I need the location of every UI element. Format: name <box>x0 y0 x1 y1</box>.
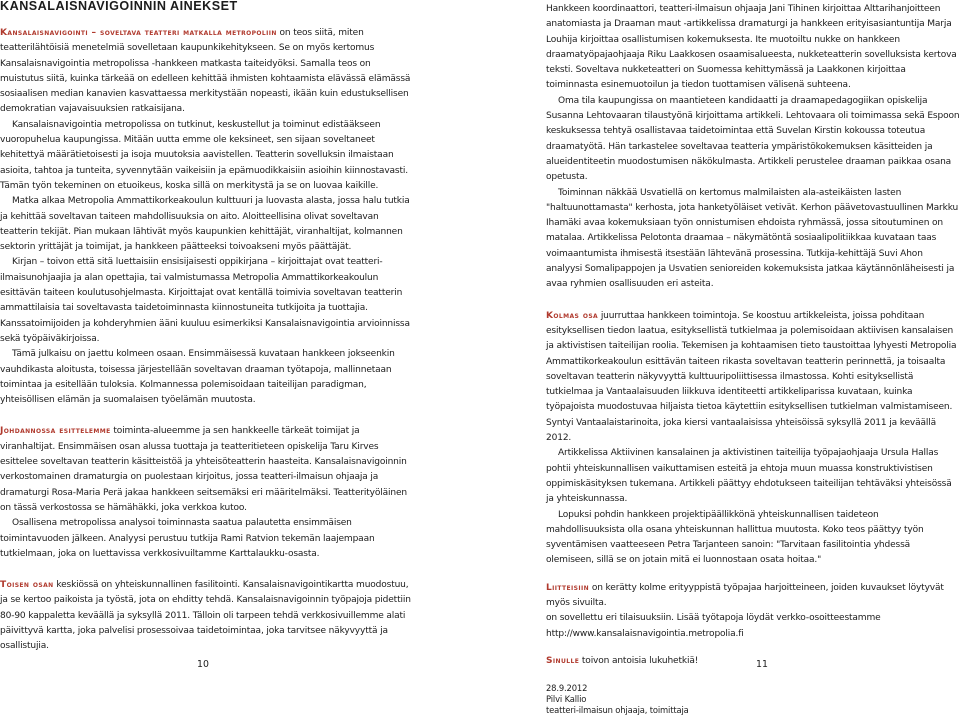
signature-author: Pilvi Kallio <box>546 694 587 705</box>
section-lead: Toisen osan <box>0 580 54 591</box>
section-johdanto <box>0 424 414 516</box>
section-lead: Liitteisiin <box>546 582 590 593</box>
section-text: juurruttaa hankkeen toimintoja. Se koostuu artikkeleista, joissa pohditaan esityksellisen tiedon laatua, esityksellistä tutkielmaa ja polemisoidaan aktiivisen kansalaisen ja aktivistisen taiteilijan roolia. Tekemisen ja kohtaamisen tieto taustoittaa lyhyesti Metropolia Ammattikorkeakoulun esittävän taiteen rikasta soveltavan teatterin perinnettä, ja toisaalta soveltavan teatterin näkyvyyttä kulttuuripoliittisessa ilmastossa. Kohti esityksellistä tutkielmaa ja Vantaalaisuuden liikkuva identiteetti artikkeliparissa kuvataan, kuinka työpajoista muodostuvaa hiljaista tietoa käytettiin esityksellisen tutkielman valmistamiseen. Syntyi Vantaalaistarinoita, joka kiersi vantaalaisissa yhteisöissä syksyllä 2011 ja keväällä 2012. <box>546 310 957 444</box>
paragraph: Hankkeen koordinaattori, teatteri-ilmaisun ohjaaja Jani Tihinen kirjoittaa Alttarihanjoitteen anatomiasta ja Draaman maut -artikkelissa dramaturgi ja hankkeen erityisasiantuntija Marja Louhija kirjoittaa osallistumisen kokemuksesta. Ite muotoiltu nukke on hankkeen draamatyöpajaohjaaja Riku Laakkosen osaamisalueesta, nukketeatterin sovelluksista kertova teksti. Soveltava nukketeatteri on Suomessa kehittymässä ja Laakkonen kirjoittaa toiminnasta esinemuotoilun ja tiedon tuottamisen välisenä suhteena. <box>546 4 957 91</box>
paragraph: Kansalaisnavigointia metropolissa on tutkinut, keskustellut ja toiminut edistääkseen vuoropuhelua kaupungissa. Mitään uutta emme ole keksineet, sen sijaan soveltaneet kehitettyä määrätietoisesti ja isoja muutoksia aavistellen. Teatterin sovelluksin ilmaistaan asioita, tahtoa ja tunteita, syvennytään vaikeisiin ja epämuodikkaisiin asioihin kiinnostavasti. Tämän työn tekeminen on etuoikeus, koska sillä on merkitystä ja se on luovaa kaikille. <box>0 119 408 191</box>
paragraph: Oma tila kaupungissa on maantieteen kandidaatti ja draamapedagogiikan opiskelija Susanna Lehtovaaran tilaustyönä kirjoittama artikkeli. Lehtovaara oli toimimassa sekä Espoon keskuksessa tehtyä osallistavaa taidetoimintaa että Suvelan Kirstin kokoussa toteutua draamatyötä. Hän tarkastelee soveltavaa teatteria ympäristökokemuksen käsitteiden ja alueidentiteetin muodostumisen näkökulmasta. Artikkeli perustelee draaman paikkaa osana opetusta. <box>546 95 960 183</box>
page-title: KANSALAISNAVIGOINNIN AINEKSET <box>0 0 238 13</box>
intro-text: on teos siitä, miten teatterilähtöisiä menetelmiä sovelletaan kaupunkikehitykseen. Se on myös kertomus Kansalaisnavigointia metropolissa -hankkeen matkasta taiteidyöksi. Samalla teos on muistutus siitä, kuinka tärkeää on edelleen kehittää ihmisten kohtaamista elävässä elämässä sosiaalisen median kanavien kasvattaessa merkitystään nopeasti, ikään kuin edustuksellisen demokratian vajavaisuuksien ratkaisijana. <box>0 28 411 115</box>
paragraph: Artikkelissa Aktiivinen kansalainen ja aktivistinen taiteilija työpajaohjaaja Ursula Hallas pohtii yhteiskunnallisen vaikuttamisen esteitä ja ehtoja muun muassa konstruktivistisen oppimiskäsityksen tukemana. Artikkeli päättyy ehdotukseen taiteilijan tehtäväksi yhteisössä ja yhteiskunnassa. <box>546 448 952 505</box>
signature-date: 28.9.2012 <box>546 683 588 694</box>
closing-line <box>546 654 960 669</box>
section-lead: Kolmas osa <box>546 310 599 321</box>
paragraph: Matka alkaa Metropolia Ammattikorkeakoulun kulttuuri ja luovasta alasta, jossa halu tutkia ja kehittää soveltavan taiteen mahdollisuuksia on aito. Aloitteellisina olivat soveltavan teatterin tekijät. Pian mukaan lähtivät myös kaupunkien kehittäjät, viranhaltijat, kolmannen sektorin yrittäjät ja toimijat, ja hankkeen päätteeksi toivoakseni myös päättäjät. <box>0 196 410 253</box>
right-column <box>546 2 960 716</box>
signature-block <box>546 683 960 716</box>
paragraph: Osallisena metropolissa analysoi toiminnasta saatua palautetta ensimmäisen toimintavuoden jälkeen. Analyysi perustuu tutkija Rami Ratvion tekemän laajempaan tutkielmaan, joka on luettavissa verkkosivuiltamme Karttalaukku-osasta. <box>0 518 375 559</box>
section-lead: Johdannossa esittelemme <box>0 426 111 437</box>
section-lead: Sinulle <box>546 655 580 666</box>
section-kolmas-osa <box>546 309 960 447</box>
paragraph: Toiminnan näkkää Usvatiellä on kertomus malmilaisten ala-asteikäisten lasten "haltuunottamasta" kerhosta, jota hanketyöläiset vetivät. Kerhon päävetovastuullinen Markku Ihamäki avaa kokemuksiaan työn onnistumisen ehdoista ryhmässä, jossa sitoutuminen on matalaa. Artikkelissa Pelotonta draamaa – näkymätöntä sosiaalipolitiikkaa kuvataan taas voimaantumista ihmisestä itsestään lähtevänä prosessina. Tutkija-kehittäjä Suvi Ahon analyysi Somalipappojen ja Usvatien senioreiden kokemuksista jatkaa käytännönläheisesti ja avaa ryhmien osallisuuden eri asteita. <box>546 187 959 290</box>
page-number-left: 10 <box>197 659 209 670</box>
section-toinen-osa <box>0 578 414 654</box>
paragraph: Lopuksi pohdin hankkeen projektipäällikkönä yhteiskunnallisen taideteon mahdollisuuksista olla osana yhteiskunnan hallittua muutosta. Koko teos päättyy työn syventämisen vaatteeseen Petra Tarjanteen sanoin: "Tarvitaan fasilitointia yhdessä olemiseen, sillä se on jotain mitä ei luonnostaan osata hoitaa." <box>546 509 924 566</box>
paragraph: on sovellettu eri tilaisuuksiin. Lisää työtapoja löydät verkko-osoitteestamme http://www.kansalaisnavigointia.metropolia.fi <box>546 613 881 639</box>
section-text: on kerätty kolme erityyppistä työpajaa harjoitteineen, joiden kuvaukset löytyvät myös sivuilta. <box>546 582 944 608</box>
section-text: toivon antoisia lukuhetkiä! <box>579 655 699 666</box>
intro-lead: Kansalaisnavigointi – soveltava teatteri matkalla metropoliin <box>0 28 277 38</box>
section-text: toiminta-alueemme ja sen hankkeelle tärkeät toimijat ja viranhaltijat. Ensimmäisen osan alussa tuottaja ja teatteritieteen opiskelija Taru Kirves esittelee soveltavan teatterin käsitteistöä ja yhteisöteatterin haasteita. Kansalaisnavigoinnin verkostomainen dramaturgia on puolestaan kirjoitus, jossa teatteri-ilmaisun ohjaaja ja dramaturgi Rosa-Maria Perä jakaa hankkeen seitsemäksi eri määritelmäksi. Teatterityöläinen on tässä verkostossa se hämähäkki, joka verkkoa kutoo. <box>0 426 407 513</box>
paragraph: Kirjan – toivon että sitä luettaisiin ensisijaisesti oppikirjana – kirjoittajat ovat teatteri-ilmaisunohjaajia ja alan opettajia, tai valmistumassa Metropolia Ammattikorkeakoulun esittävän taiteen koulutusohjelmasta. Kirjoittajat ovat kentällä toimivia soveltavan teatterin ammattilaisia tai soveltavasta taidetoiminnasta kiinnostuneita tutkijoita ja tuottajia. Kanssatoimijoiden ja kohderyhmien ääni kuuluu esimerkiksi Kansalaisnavigointia arvioinnissa sekä työpäiväkirjoissa. <box>0 257 410 344</box>
section-text: keskiössä on yhteiskunnallinen fasilitointi. Kansalaisnavigointikartta muodostuu, ja se kertoo paikoista ja työstä, jota on ehditty tehdä. Kansalaisnavigoinnin työpajoja pidettiin 80-90 kappaletta keväällä ja syksyllä 2011. Tälloin oli tarpeen tehdä verkkosivuillemme alati päivittyvä kartta, joka palvelisi prosessoivaa taidetoimintaa, joka tarvitsee näkyvyyttä ja osallistujia. <box>0 580 411 652</box>
section-liitteisiin <box>546 581 960 612</box>
signature-role: teatteri-ilmaisun ohjaaja, toimittaja <box>546 705 689 716</box>
left-column <box>0 26 414 655</box>
intro-paragraph <box>0 26 414 118</box>
paragraph: Tämä julkaisu on jaettu kolmeen osaan. Ensimmäisessä kuvataan hankkeen jokseenkin vauhdikasta aloitusta, toisessa järjestellään soveltavan draaman työtapoja, mallinnetaan toimintaa ja esitellään tuloksia. Kolmannessa polemisoidaan taiteilijan paradigman, yhteisöllisen elämän ja suomalaisen työelämän muutosta. <box>0 349 395 406</box>
page-number-right: 11 <box>756 659 768 670</box>
